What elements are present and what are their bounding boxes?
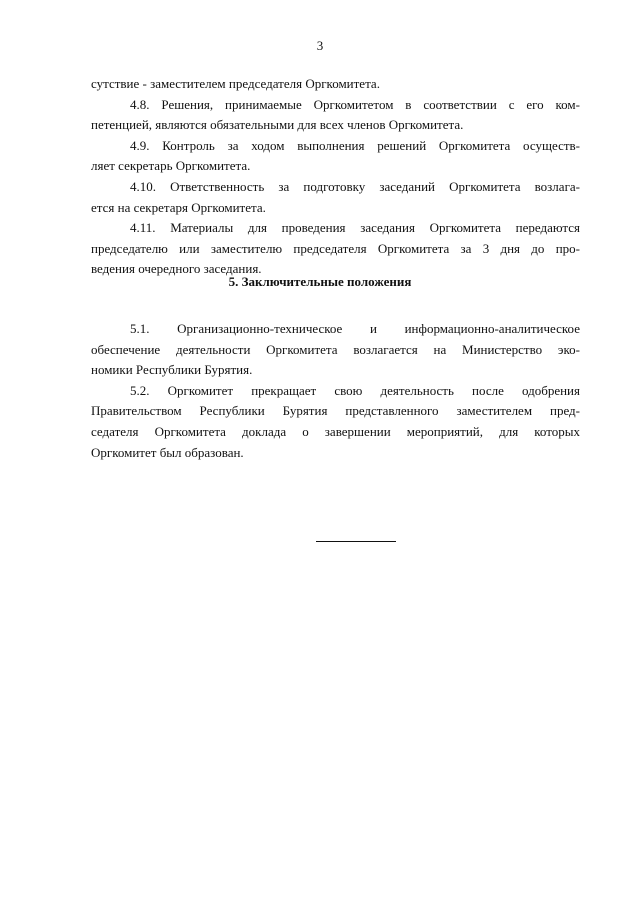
paragraph-line: номики Республики Бурятия. [91, 362, 253, 378]
paragraph-line: 4.10. Ответственность за подготовку заседаний Оргкомитета возлага- [130, 178, 580, 194]
closing-rule [316, 541, 396, 542]
paragraph-line: Оргкомитет был образован. [91, 444, 244, 460]
section-5-body [91, 319, 580, 463]
section-4-tail [91, 74, 580, 280]
paragraph-line: петенцией, являются обязательными для всех членов Оргкомитета. [91, 117, 464, 133]
paragraph-line: 5.1. Организационно-техническое и информационно-аналитическое [130, 321, 580, 336]
paragraph-line: 5.2. Оргкомитет прекращает свою деятельность после одобрения [130, 382, 580, 398]
paragraph-line: Правительством Республики Бурятия представленного заместителем пред- [91, 403, 580, 419]
paragraph-line: обеспечение деятельности Оргкомитета возлагается на Министерство эко- [91, 341, 580, 357]
page-number: 3 [316, 38, 324, 53]
paragraph-line: 4.8. Решения, принимаемые Оргкомитетом в соответствии с его ком- [130, 96, 580, 112]
paragraph-line: седателя Оргкомитета доклада о завершении мероприятий, для которых [91, 423, 580, 439]
section-heading: 5. Заключительные положения [228, 274, 412, 289]
paragraph-line: председателю или заместителю председателя Оргкомитета за 3 дня до про- [91, 240, 580, 256]
paragraph-line: ется на секретаря Оргкомитета. [91, 199, 266, 215]
paragraph-line: ведения очередного заседания. [91, 261, 262, 277]
paragraph-line: сутствие - заместителем председателя Оргкомитета. [91, 76, 380, 91]
paragraph-line: ляет секретарь Оргкомитета. [91, 158, 251, 174]
paragraph-line: 4.11. Материалы для проведения заседания Оргкомитета передаются [130, 220, 580, 236]
paragraph-line: 4.9. Контроль за ходом выполнения решений Оргкомитета осуществ- [130, 137, 580, 153]
